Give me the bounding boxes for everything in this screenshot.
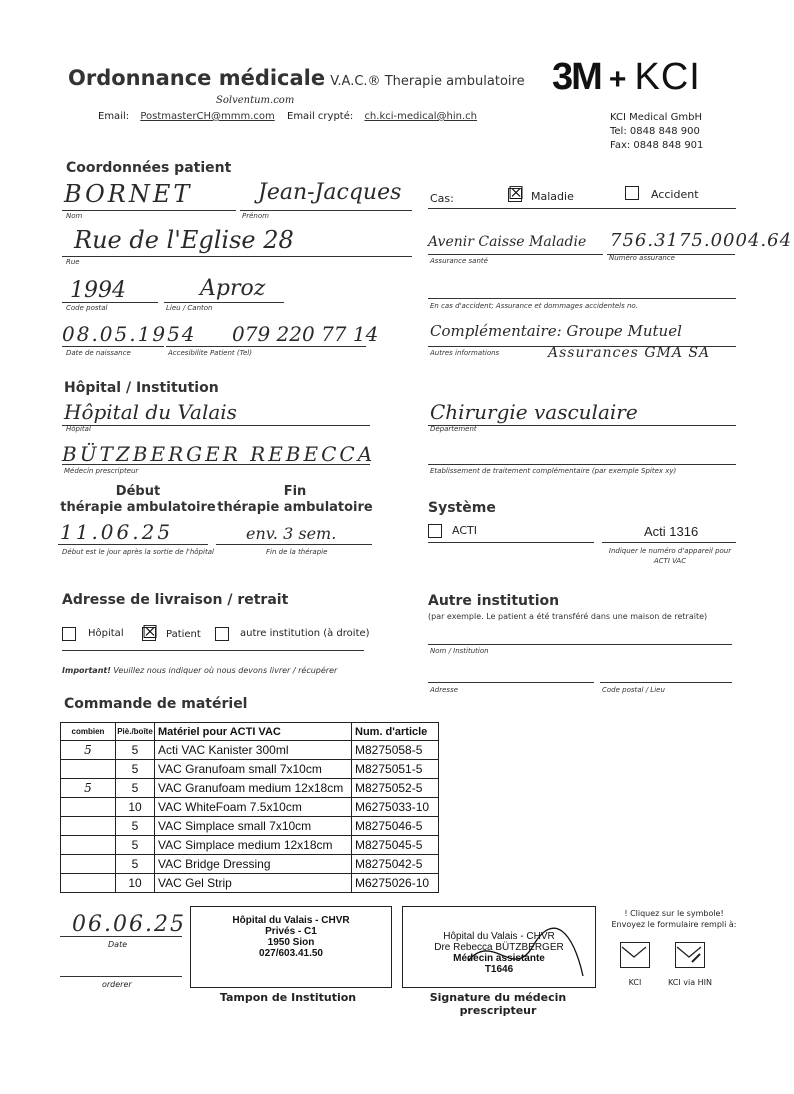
case-label: Cas: [430, 192, 454, 205]
checkbox-maladie[interactable] [508, 183, 525, 204]
table-row [61, 874, 439, 893]
maladie-label: Maladie [531, 190, 574, 203]
table-row [61, 798, 439, 817]
device-caption: Indiquer le numéro d'appareil pour ACTI VAC [608, 547, 732, 565]
signature-caption: Signature du médecin prescripteur [429, 991, 567, 1017]
crypt-email-label: Email crypté: [287, 111, 354, 122]
institution-stamp-box [190, 906, 392, 988]
acti-label: ACTI [452, 524, 477, 537]
delivery-option-hopital: Hôpital [88, 628, 124, 639]
order-per-box-cell: 5 [116, 855, 155, 874]
order-material-cell: VAC Simplace small 7x10cm [155, 817, 352, 836]
patient-name-value[interactable]: BORNET [64, 180, 193, 208]
patient-section-title: Coordonnées patient [66, 160, 232, 176]
department-label: Département [430, 425, 477, 433]
other-info-label: Autres informations [430, 349, 500, 357]
delivery-note: Important! Veuillez nous indiquer où nous devons livrer / récupérer [62, 666, 338, 675]
therapy-start-caption: Début est le jour après la sortie de l'hôpital [62, 548, 214, 556]
table-row [61, 741, 439, 760]
order-article-cell: M6275026-10 [352, 874, 439, 893]
email-link[interactable]: PostmasterCH@mmm.com [140, 111, 275, 122]
checkbox-accident[interactable] [625, 186, 639, 200]
crypt-email-link[interactable]: ch.kci-medical@hin.ch [364, 111, 478, 122]
send-hin-label: KCI via HIN [667, 978, 713, 987]
patient-dob-value[interactable]: 08.05.1954 [62, 322, 197, 346]
check-mark-icon: ☒ [142, 622, 159, 643]
system-section-title: Système [428, 500, 496, 516]
order-per-box-cell: 10 [116, 874, 155, 893]
order-qty-cell[interactable] [61, 760, 116, 779]
order-qty-cell[interactable] [61, 855, 116, 874]
order-article-cell: M8275052-5 [352, 779, 439, 798]
table-row [61, 855, 439, 874]
order-per-box-cell: 5 [116, 760, 155, 779]
order-qty-cell[interactable] [61, 817, 116, 836]
order-material-cell: VAC Gel Strip [155, 874, 352, 893]
order-qty-cell[interactable]: 5 [61, 741, 116, 760]
order-per-box-cell: 5 [116, 741, 155, 760]
company-fax: Fax: 0848 848 901 [610, 140, 704, 151]
signature-scribble [463, 921, 593, 983]
email-row [98, 111, 275, 122]
order-material-cell: VAC Granufoam medium 12x18cm [155, 779, 352, 798]
doctor-stamp: Hôpital du Valais - CHVR Dre Rebecca BÜTZBERGER Médecin assistante T1646 [434, 931, 564, 975]
order-table-wrap [60, 722, 439, 893]
order-article-cell: M8275046-5 [352, 817, 439, 836]
checkbox-other-institution[interactable] [215, 627, 229, 641]
hospital-value[interactable]: Hôpital du Valais [64, 400, 237, 424]
order-qty-cell[interactable] [61, 874, 116, 893]
therapy-end-title: Fin thérapie ambulatoire [217, 484, 373, 515]
therapy-start-value[interactable]: 11.06.25 [60, 520, 174, 544]
email-label: Email: [98, 111, 130, 122]
email-kci-icon[interactable] [620, 942, 650, 968]
insurance-number-value[interactable]: 756.3175.0004.64 [610, 230, 793, 251]
footer-date-value[interactable]: 06.06.25 [72, 912, 186, 937]
order-material-cell: VAC Granufoam small 7x10cm [155, 760, 352, 779]
checkbox-hopital[interactable] [62, 627, 76, 641]
other-info-line1[interactable]: Complémentaire: Groupe Mutuel [430, 322, 682, 340]
column-header-material: Matériel pour ACTI VAC [155, 723, 352, 741]
column-header-qty: combien [61, 723, 116, 741]
delivery-option-other: autre institution (à droite) [240, 628, 370, 639]
company-name: KCI Medical GmbH [610, 112, 702, 123]
other-institution-title: Autre institution [428, 593, 560, 609]
patient-postal-label: Code postal [66, 304, 108, 312]
department-value[interactable]: Chirurgie vasculaire [430, 400, 638, 424]
send-instructions: ! Cliquez sur le symbole! Envoyez le formulaire rempli à: [611, 909, 737, 929]
order-material-cell: VAC WhiteFoam 7.5x10cm [155, 798, 352, 817]
delivery-section-title: Adresse de livraison / retrait [62, 592, 289, 608]
signature-box [402, 906, 596, 988]
patient-street-value[interactable]: Rue de l'Eglise 28 [74, 226, 294, 254]
patient-name-label: Nom [66, 212, 83, 220]
order-qty-cell[interactable]: 5 [61, 779, 116, 798]
order-table-body [61, 741, 439, 893]
accident-insurance-label: En cas d'accident; Assurance et dommages accidentels no. [430, 302, 638, 310]
other-institution-name-label: Nom / Institution [430, 647, 489, 655]
page-title [68, 66, 525, 90]
order-article-cell: M8275051-5 [352, 760, 439, 779]
send-kci-label: KCI [628, 978, 642, 987]
patient-postal-value[interactable]: 1994 [70, 278, 126, 303]
checkbox-acti[interactable] [428, 524, 442, 538]
delivery-option-patient: Patient [166, 629, 201, 640]
table-header-row [61, 723, 439, 741]
patient-city-label: Lieu / Canton [166, 304, 213, 312]
crypt-email-row [287, 111, 477, 122]
check-mark-icon: ☒ [508, 183, 525, 204]
company-logo: 3M + KCI [552, 56, 701, 98]
insurance-label: Assurance santé [430, 257, 488, 265]
order-article-cell: M8275058-5 [352, 741, 439, 760]
insurance-number-label: Numéro assurance [609, 254, 675, 262]
patient-city-value[interactable]: Aproz [200, 276, 266, 301]
column-header-article: Num. d'article [352, 723, 439, 741]
table-row [61, 779, 439, 798]
order-table [60, 722, 439, 893]
institution-stamp: Hôpital du Valais - CHVR Privés - C1 1950 Sion 027/603.41.50 [232, 915, 350, 959]
order-per-box-cell: 10 [116, 798, 155, 817]
hospital-section-title: Hôpital / Institution [64, 380, 219, 396]
hospital-label: Hôpital [66, 425, 91, 433]
doctor-value[interactable]: BÜTZBERGER REBECCA [62, 442, 376, 466]
title-sub: V.A.C.® Therapie ambulatoire [330, 74, 525, 89]
patient-street-label: Rue [66, 258, 80, 266]
order-qty-cell[interactable] [61, 836, 116, 855]
footer-date-label: Date [108, 940, 128, 949]
device-number-value[interactable]: Acti 1316 [644, 524, 699, 539]
other-institution-address-label: Adresse [430, 686, 459, 694]
order-article-cell: M8275045-5 [352, 836, 439, 855]
order-per-box-cell: 5 [116, 817, 155, 836]
company-tel: Tel: 0848 848 900 [610, 126, 700, 137]
order-article-cell: M6275033-10 [352, 798, 439, 817]
order-material-cell: VAC Simplace medium 12x18cm [155, 836, 352, 855]
order-section-title: Commande de matériel [64, 696, 248, 712]
order-per-box-cell: 5 [116, 836, 155, 855]
patient-phone-value[interactable]: 079 220 77 14 [232, 322, 379, 346]
footer-orderer-label: orderer [102, 980, 132, 989]
doctor-label: Médecin prescripteur [64, 467, 139, 475]
insurance-value[interactable]: Avenir Caisse Maladie [428, 234, 587, 250]
extra-treatment-label: Etablissement de traitement complémentaire (par exemple Spitex xy) [430, 467, 677, 475]
patient-firstname-value[interactable]: Jean-Jacques [258, 180, 402, 205]
table-row [61, 817, 439, 836]
therapy-end-caption: Fin de la thérapie [266, 548, 328, 556]
therapy-end-value[interactable]: env. 3 sem. [246, 524, 337, 543]
other-info-line2[interactable]: Assurances GMA SA [548, 345, 711, 361]
therapy-start-title: Début thérapie ambulatoire [60, 484, 216, 515]
order-article-cell: M8275042-5 [352, 855, 439, 874]
checkbox-patient[interactable] [142, 622, 159, 643]
email-correction: Solventum.com [216, 95, 295, 106]
patient-dob-label: Date de naissance [66, 349, 131, 357]
table-row [61, 836, 439, 855]
patient-phone-label: Accesibilite Patient (Tel) [168, 349, 252, 357]
order-per-box-cell: 5 [116, 779, 155, 798]
order-material-cell: Acti VAC Kanister 300ml [155, 741, 352, 760]
other-institution-postal-label: Code postal / Lieu [602, 686, 665, 694]
company-contact [610, 111, 703, 153]
accident-label: Accident [651, 188, 699, 201]
other-institution-description: (par exemple. Le patient a été transféré dans une maison de retraite) [428, 612, 708, 621]
title-main: Ordonnance médicale [68, 66, 326, 90]
patient-firstname-label: Prénom [242, 212, 269, 220]
column-header-per-box: Piè./boîte [116, 723, 155, 741]
table-row [61, 760, 439, 779]
order-material-cell: VAC Bridge Dressing [155, 855, 352, 874]
institution-stamp-caption: Tampon de Institution [219, 991, 357, 1004]
email-hin-icon[interactable] [675, 942, 705, 968]
order-qty-cell[interactable] [61, 798, 116, 817]
